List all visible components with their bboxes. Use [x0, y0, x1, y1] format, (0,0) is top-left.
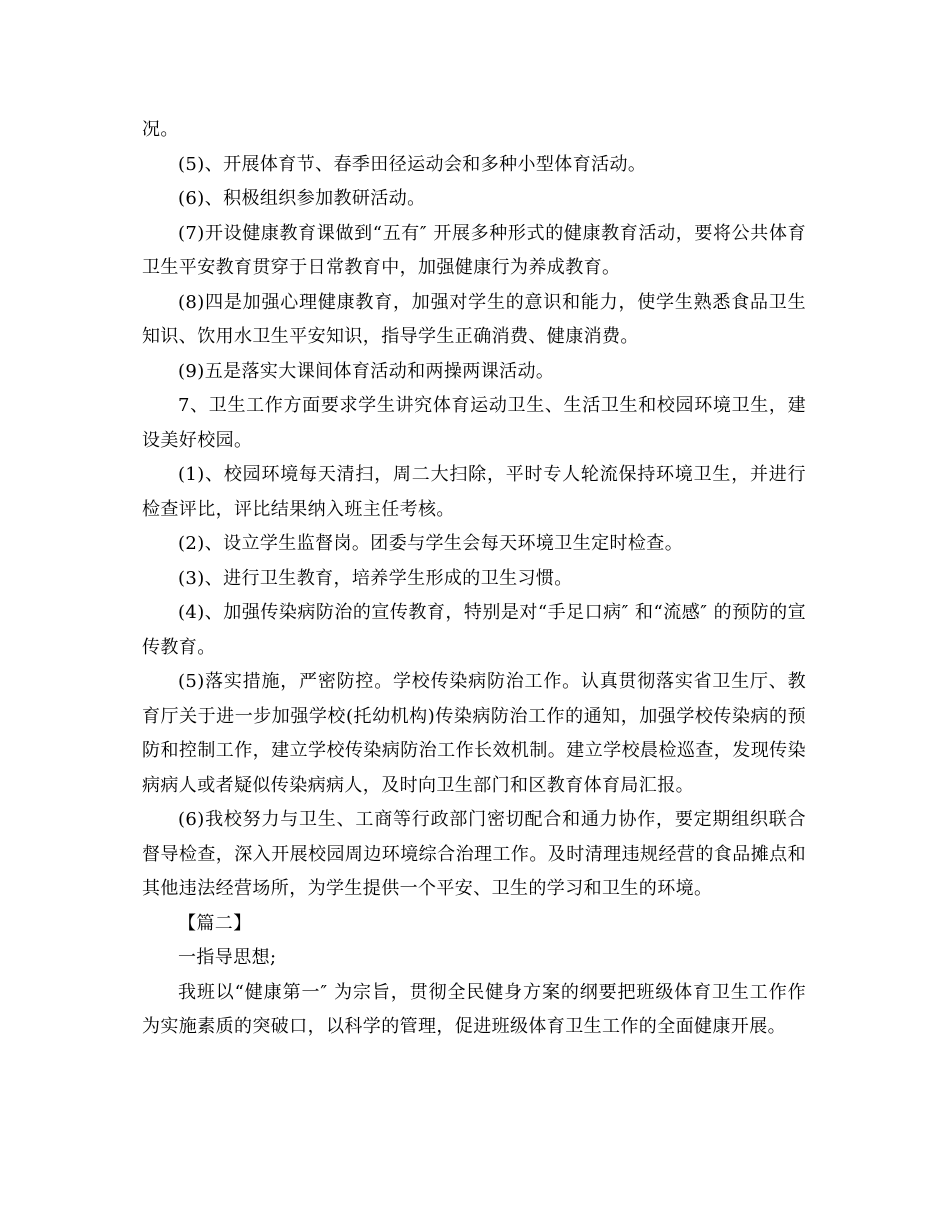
paragraph-continuation: 况。 — [142, 119, 179, 140]
paragraph-item-6-teaching-research: (6)、积极组织参加教研活动。 — [178, 188, 426, 209]
paragraph-item-7-health-course: (7)开设健康教育课做到“五有″ 开展多种形式的健康教育活动，要将公共体育卫生平安教育贯穿于日常教育中，加强健康行为养成教育。 — [142, 222, 806, 278]
paragraph-item-8-mental-health: (8)四是加强心理健康教育，加强对学生的意识和能力，使学生熟悉食品卫生知识、饮用水卫生平安知识，指导学生正确消费、健康消费。 — [142, 291, 806, 347]
paragraph-hygiene-item-3: (3)、进行卫生教育，培养学生形成的卫生习惯。 — [178, 567, 573, 589]
paragraph-hygiene-item-4: (4)、加强传染病防治的宣传教育，特别是对“手足口病″ 和“流感″ 的预防的宣传教育。 — [142, 602, 806, 658]
paragraph-hygiene-item-1: (1)、校园环境每天清扫，周二大扫除，平时专人轮流保持环境卫生，并进行检查评比，评比结果纳入班主任考核。 — [142, 464, 806, 520]
paragraph-class-purpose: 我班以“健康第一″ 为宗旨，贯彻全民健身方案的纲要把班级体育卫生工作作为实施素质的突破口，以科学的管理，促进班级体育卫生工作的全面健康开展。 — [142, 981, 806, 1037]
document-body — [142, 113, 806, 1045]
paragraph-hygiene-item-2: (2)、设立学生监督岗。团委与学生会每天环境卫生定时检查。 — [178, 533, 684, 554]
paragraph-hygiene-item-6: (6)我校努力与卫生、工商等行政部门密切配合和通力协作，要定期组织联合督导检查，深入开展校园周边环境综合治理工作。及时清理违规经营的食品摊点和其他违法经营场所，为学生提供一个平安、卫生的学习和卫生的环境。 — [142, 809, 806, 899]
section-heading-part-two: 【篇二】 — [178, 912, 252, 934]
paragraph-section-7-hygiene: 7、卫生工作方面要求学生讲究体育运动卫生、生活卫生和校园环境卫生，建设美好校园。 — [142, 395, 806, 451]
paragraph-hygiene-item-5: (5)落实措施，严密防控。学校传染病防治工作。认真贯彻落实省卫生厅、教育厅关于进一步加强学校(托幼机构)传染病防治工作的通知，加强学校传染病的预防和控制工作，建立学校传染病防治工作长效机制。建立学校晨检巡查，发现传染病病人或者疑似传染病病人，及时向卫生部门和区教育体育局汇报。 — [142, 671, 806, 796]
paragraph-item-9-break-activities: (9)五是落实大课间体育活动和两操两课活动。 — [178, 360, 555, 382]
paragraph-item-5-sports-festival: (5)、开展体育节、春季田径运动会和多种小型体育活动。 — [178, 153, 647, 175]
subheading-guiding-ideology: 一指导思想; — [178, 947, 277, 968]
